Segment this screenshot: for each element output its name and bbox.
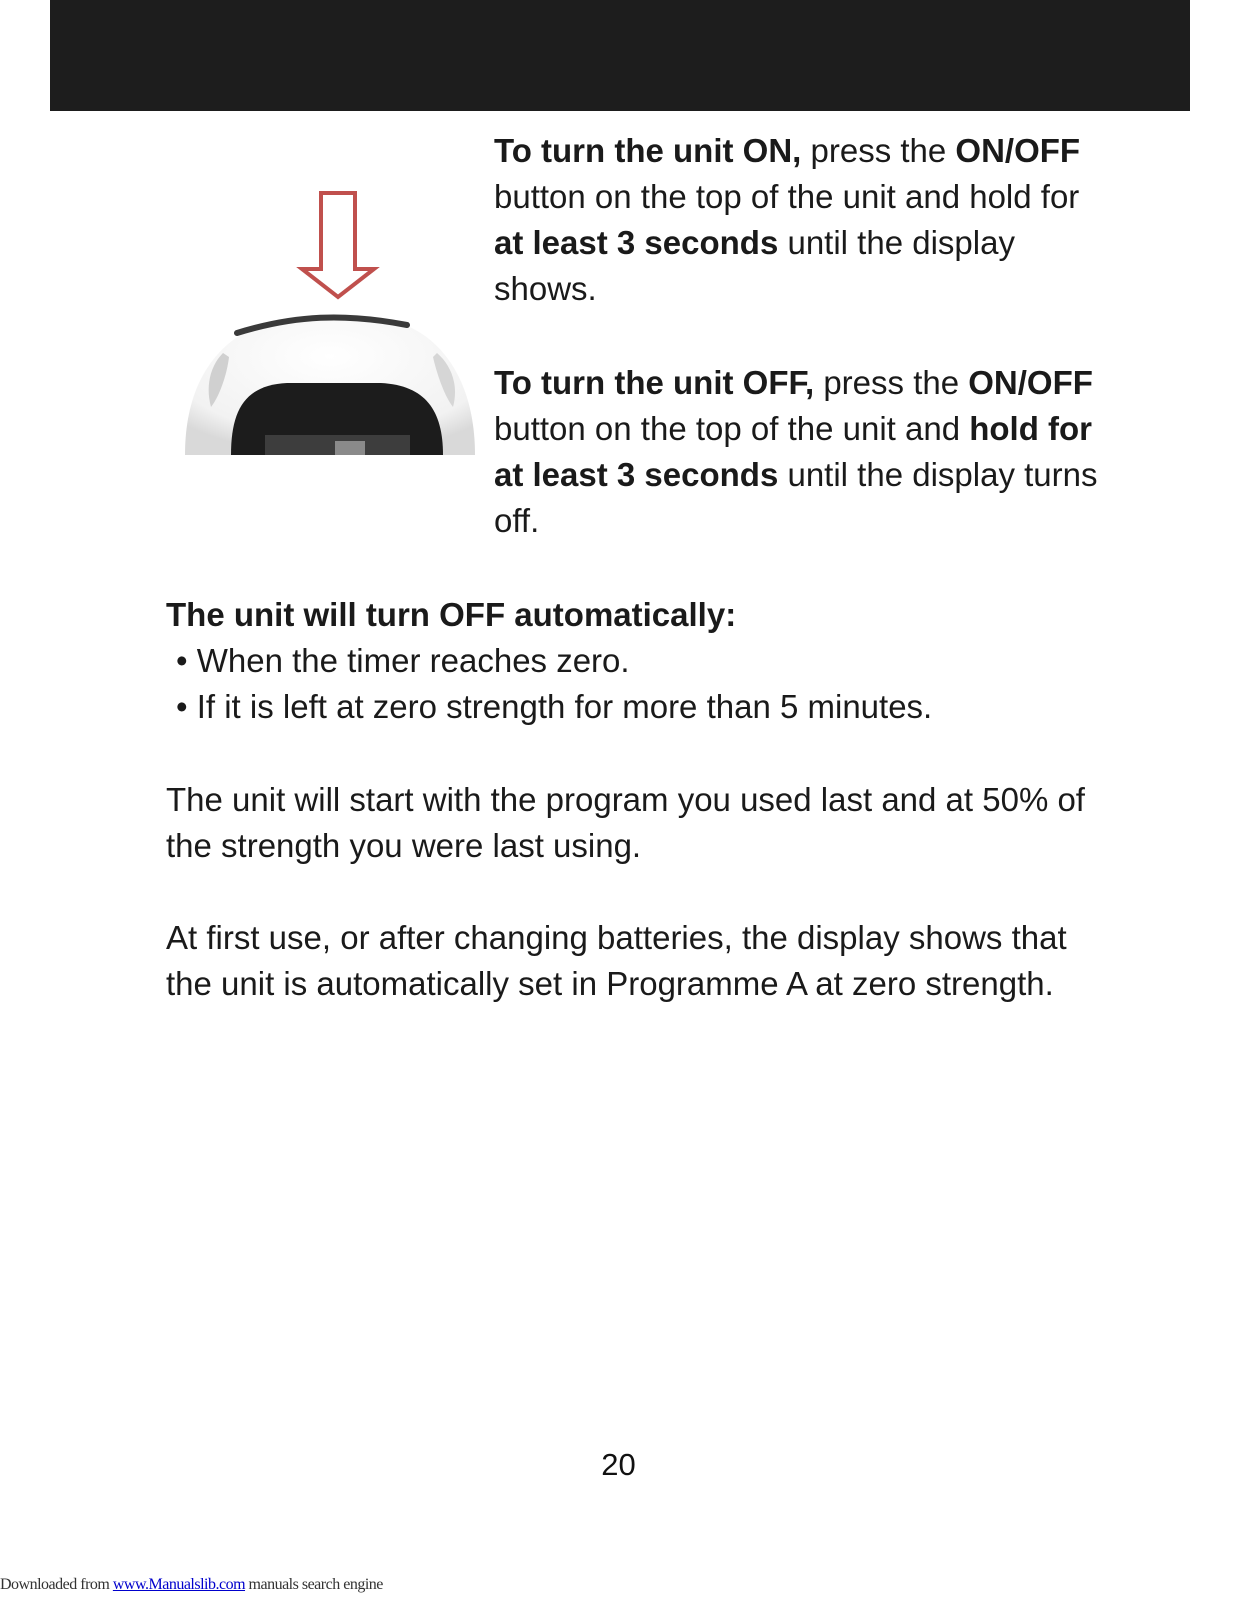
on-off-button-label: ON/OFF xyxy=(955,132,1081,169)
on-off-button-label: ON/OFF xyxy=(968,364,1093,401)
start-note xyxy=(166,777,1116,869)
manualslib-link[interactable]: www.Manualslib.com xyxy=(112,1576,246,1593)
turn-on-text-3: until the display shows. xyxy=(494,224,1015,307)
turn-off-text-1: press the xyxy=(814,364,969,401)
device-illustration xyxy=(175,185,480,465)
page-number: 20 xyxy=(601,1447,636,1482)
turn-off-text-2: button on the top of the unit and xyxy=(494,410,970,447)
turn-on-instructions xyxy=(494,128,1114,312)
start-note-text: The unit will start with the program you used last and at 50% of the strength you were last using. xyxy=(166,781,1085,864)
turn-on-duration: at least 3 seconds xyxy=(494,224,779,261)
turn-off-duration: hold for at least 3 seconds xyxy=(494,410,1093,493)
footer-suffix: manuals search engine xyxy=(245,1576,383,1593)
turn-off-text-3: until the display turns off. xyxy=(494,456,1098,539)
footer-prefix: Downloaded from xyxy=(0,1576,113,1593)
footer xyxy=(0,1576,383,1594)
device-body xyxy=(185,314,475,455)
header-bar xyxy=(50,0,1190,111)
turn-off-heading: To turn the unit OFF, xyxy=(494,364,815,401)
auto-off-bullet: • When the timer reaches zero. xyxy=(176,642,630,679)
turn-on-text-1: press the xyxy=(801,132,956,169)
auto-off-heading: The unit will turn OFF automatically: xyxy=(166,596,737,633)
turn-on-heading: To turn the unit ON, xyxy=(494,132,802,169)
first-use-note xyxy=(166,915,1116,1007)
turn-on-text-2: button on the top of the unit and hold for xyxy=(494,178,1080,215)
turn-off-instructions xyxy=(494,360,1114,544)
auto-off-section xyxy=(166,592,1116,730)
auto-off-bullet: • If it is left at zero strength for more than 5 minutes. xyxy=(176,688,933,725)
first-use-note-text: At first use, or after changing batteries, the display shows that the unit is automatically set in Programme A at zero strength. xyxy=(166,919,1067,1002)
press-down-arrow-icon xyxy=(302,193,374,297)
